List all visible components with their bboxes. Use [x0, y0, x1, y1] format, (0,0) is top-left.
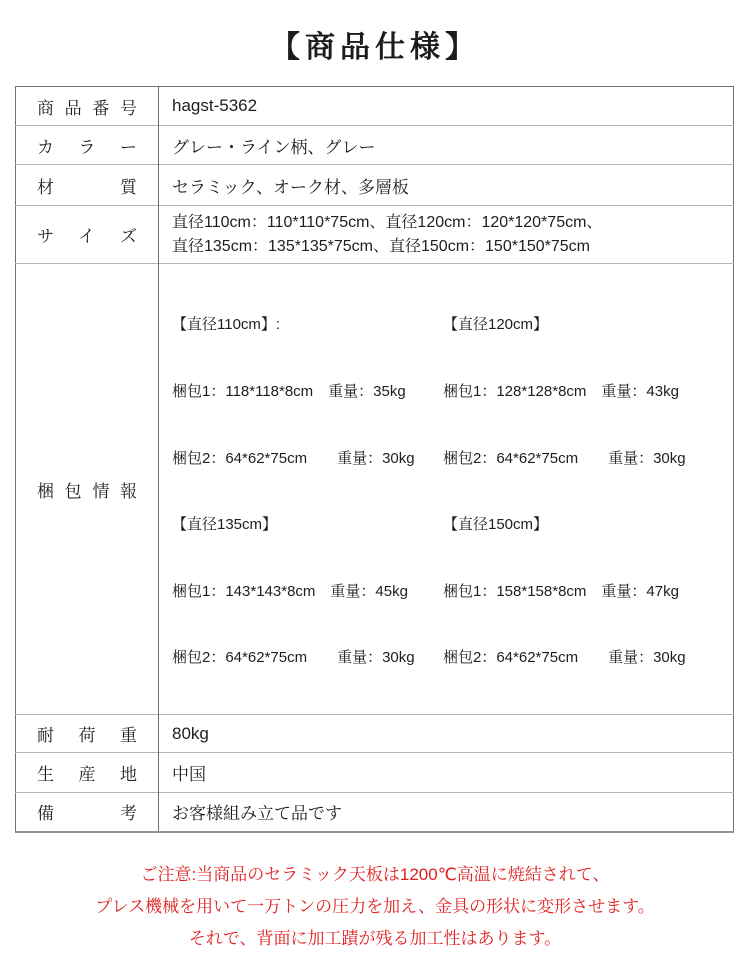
size-line: 直径110cm：110*110*75cm、直径120cm：120*120*75cm、	[172, 213, 603, 231]
row-value: グレー・ライン柄、グレー	[159, 126, 734, 165]
spec-table	[15, 86, 734, 833]
packing-line: 梱包2：64*62*75cm 重量：30kg	[172, 449, 415, 467]
notice-line: それで、背面に加工蹟が残る加工性はあります。	[188, 928, 562, 948]
table-row-load-capacity	[16, 715, 734, 753]
table-row-color	[16, 126, 734, 165]
row-label: 生産地	[16, 753, 159, 793]
notice-line: プレス機械を用いて一万トンの圧力を加え、金具の形状に変形させます。	[95, 896, 655, 916]
packing-line: 梱包1：128*128*8cm 重量：43kg	[443, 383, 679, 401]
row-label: 耐荷重	[16, 715, 159, 753]
row-label: サイズ	[16, 206, 159, 264]
row-value: hagst-5362	[172, 96, 258, 115]
table-row-packing-info	[16, 264, 734, 715]
row-label: 材質	[16, 165, 159, 206]
notice	[0, 859, 750, 955]
table-row-origin	[16, 753, 734, 793]
packing-line: 【直径135cm】	[172, 516, 278, 534]
table-row-remarks	[16, 793, 734, 832]
row-label: 備考	[16, 793, 159, 832]
row-value: セラミック、オーク材、多層板	[159, 165, 734, 206]
table-row-material	[16, 165, 734, 206]
row-label: 梱包情報	[16, 264, 159, 715]
packing-line: 【直径120cm】	[443, 316, 549, 334]
row-value: 中国	[159, 753, 734, 793]
row-value: 80kg	[159, 715, 734, 753]
packing-line: 梱包2：64*62*75cm 重量：30kg	[172, 649, 415, 667]
row-label: 商品番号	[16, 87, 159, 126]
table-row-product-number	[16, 87, 734, 126]
packing-column-left	[172, 270, 443, 714]
packing-line: 【直径110cm】:	[172, 316, 281, 334]
table-row-size	[16, 206, 734, 264]
size-line: 直径135cm：135*135*75cm、直径150cm：150*150*75cm	[172, 237, 590, 255]
row-value	[159, 206, 734, 264]
packing-line: 梱包1：158*158*8cm 重量：47kg	[443, 582, 679, 600]
page-title: 【商品仕様】	[270, 31, 480, 64]
packing-line: 梱包2：64*62*75cm 重量：30kg	[443, 449, 686, 467]
notice-line: ご注意:当商品のセラミック天板は1200℃高温に焼結されて、	[140, 864, 610, 884]
packing-line: 梱包2：64*62*75cm 重量：30kg	[443, 649, 686, 667]
packing-column-right	[443, 270, 686, 714]
packing-line: 梱包1：143*143*8cm 重量：45kg	[172, 582, 408, 600]
row-label: カラー	[16, 126, 159, 165]
packing-line: 【直径150cm】	[443, 516, 549, 534]
packing-line: 梱包1：118*118*8cm 重量：35kg	[172, 383, 406, 401]
row-value	[159, 264, 734, 715]
packing-info	[172, 270, 733, 714]
row-value: お客様組み立て品です	[159, 793, 734, 832]
